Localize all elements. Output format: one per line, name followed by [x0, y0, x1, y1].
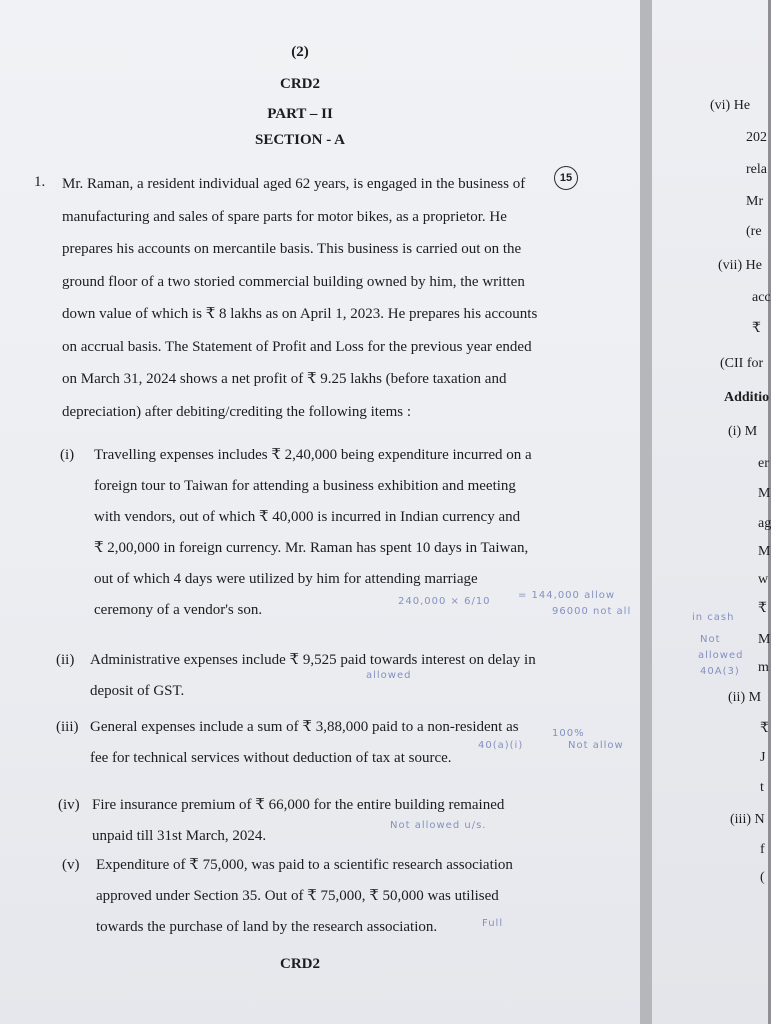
right-fragment: (vii) He: [718, 258, 762, 273]
right-fragment: f: [760, 842, 765, 857]
paper-code: CRD2: [280, 76, 320, 92]
right-fragment: ₹: [752, 321, 761, 336]
note-allowed: allowed: [366, 670, 412, 681]
note-not-allow: 96000 not all: [552, 606, 632, 617]
right-fragment: (: [760, 870, 765, 885]
item-line: ceremony of a vendor's son.: [94, 602, 263, 618]
item-line: out of which 4 days were utilized by him for attending marriage: [94, 571, 478, 587]
item-roman: (iii): [56, 719, 79, 735]
note-not: Not: [700, 634, 721, 645]
item-roman: (i): [60, 447, 75, 463]
item-roman: (v): [62, 857, 80, 873]
note-full: Full: [482, 918, 504, 929]
item-line: towards the purchase of land by the research association.: [96, 919, 438, 935]
note-40a3: 40A(3): [700, 666, 740, 677]
right-fragment: ₹: [760, 721, 769, 736]
intro-line: on March 31, 2024 shows a net profit of ₹ 9.25 lakhs (before taxation and: [62, 371, 507, 387]
item-line: Expenditure of ₹ 75,000, was paid to a scientific research association: [96, 857, 513, 873]
right-fragment: ₹: [758, 601, 767, 616]
right-fragment: m: [758, 660, 769, 675]
right-fragment: M: [758, 486, 771, 501]
intro-line: prepares his accounts on mercantile basis. This business is carried out on the: [62, 241, 522, 257]
note-allowed-2: allowed: [698, 650, 744, 661]
item-line: Travelling expenses includes ₹ 2,40,000 being expenditure incurred on a: [94, 447, 532, 463]
marks-circle: 15: [554, 166, 578, 190]
intro-line: Mr. Raman, a resident individual aged 62 years, is engaged in the business of: [62, 176, 526, 192]
part-heading: PART – II: [267, 106, 333, 122]
intro-line: down value of which is ₹ 8 lakhs as on April 1, 2023. He prepares his accounts: [62, 306, 538, 322]
note-not-allowed-us: Not allowed u/s.: [390, 820, 487, 831]
right-fragment: acc: [752, 290, 771, 305]
note-not-allow-2: Not allow: [568, 740, 624, 751]
intro-line: depreciation) after debiting/crediting the following items :: [62, 403, 412, 420]
right-fragment: ag: [758, 516, 771, 531]
note-calc: 240,000 × 6/10: [398, 596, 491, 607]
right-fragment: w: [758, 572, 769, 587]
right-fragment: (CII for: [720, 356, 764, 371]
right-fragment: Additio: [724, 390, 770, 405]
right-fragment: rela: [746, 162, 767, 177]
right-fragment: (vi) He: [710, 98, 751, 113]
facing-page: [652, 0, 771, 1024]
item-line: Administrative expenses include ₹ 9,525 paid towards interest on delay in: [90, 652, 536, 668]
note-percent: 100%: [552, 728, 585, 739]
right-fragment: M: [758, 544, 771, 559]
item-roman: (ii): [56, 652, 75, 668]
note-allow: = 144,000 allow: [518, 590, 616, 601]
note-section: 40(a)(i): [478, 740, 524, 751]
right-fragment: J: [760, 750, 766, 765]
item-line: deposit of GST.: [90, 683, 185, 699]
note-in-cash: in cash: [692, 612, 735, 623]
right-fragment: 202: [746, 130, 767, 145]
intro-line: ground floor of a two storied commercial building owned by him, the written: [62, 273, 525, 290]
footer-code: CRD2: [280, 956, 320, 972]
right-fragment: (i) M: [728, 424, 758, 439]
right-fragment: Mr: [746, 194, 764, 209]
item-line: General expenses include a sum of ₹ 3,88,000 paid to a non-resident as: [90, 719, 519, 735]
question-number: 1.: [34, 174, 46, 190]
item-line: fee for technical services without deduction of tax at source.: [90, 750, 452, 766]
question-intro: [62, 168, 552, 428]
item-line: with vendors, out of which ₹ 40,000 is incurred in Indian currency and: [94, 509, 521, 525]
item-line: foreign tour to Taiwan for attending a business exhibition and meeting: [94, 478, 516, 494]
page-gutter: [640, 0, 652, 1024]
item-line: Fire insurance premium of ₹ 66,000 for the entire building remained: [92, 797, 505, 813]
intro-line: manufacturing and sales of spare parts for motor bikes, as a proprietor. He: [62, 208, 507, 225]
item-text: [90, 645, 550, 707]
page-number: (2): [291, 44, 309, 60]
intro-line: on accrual basis. The Statement of Profit and Loss for the previous year ended: [62, 338, 532, 355]
item-v: [62, 850, 562, 946]
item-ii: [56, 645, 560, 709]
item-roman: (iv): [58, 797, 80, 813]
item-text: [96, 850, 556, 943]
item-line: unpaid till 31st March, 2024.: [92, 828, 267, 844]
right-fragment: (re: [746, 224, 762, 239]
right-fragment: (ii) M: [728, 690, 762, 705]
item-line: ₹ 2,00,000 in foreign currency. Mr. Raman has spent 10 days in Taiwan,: [94, 540, 529, 556]
section-heading: SECTION - A: [254, 132, 346, 148]
right-fragment: er: [758, 456, 769, 471]
item-line: approved under Section 35. Out of ₹ 75,000, ₹ 50,000 was utilised: [96, 888, 499, 904]
right-fragment: t: [760, 780, 764, 795]
right-fragment: (iii) N: [730, 812, 765, 827]
right-fragment: M: [758, 632, 771, 647]
